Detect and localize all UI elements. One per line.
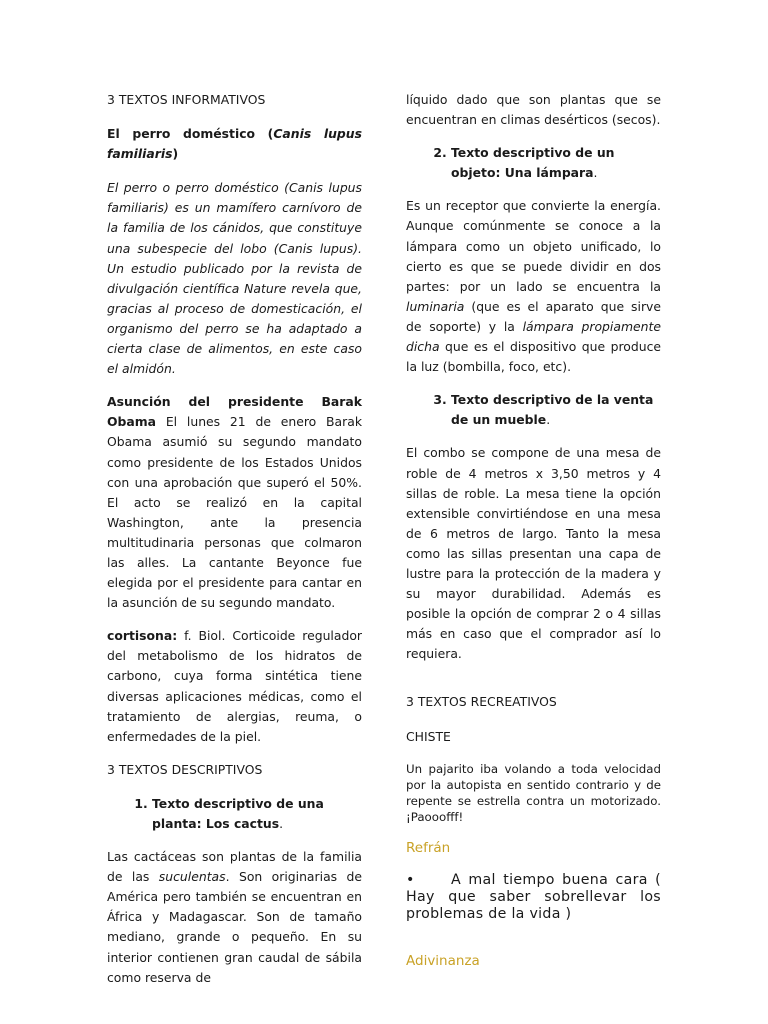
right-column [406, 90, 661, 985]
adivinanza-title: Adivinanza [406, 952, 480, 969]
obama-article-text: El lunes 21 de enero Barak Obama asumió su segundo mandato como presidente de los Estados Unidos con una aprobación que superó el 50%. El acto se realizó en la capital Washington, ante la presencia multitudinaria personas que colmaron las alles. La cantante Beyonce fue elegida por el presidente para cantar en la asunción de su segundo mandato. [107, 414, 362, 611]
section-title-recreativos: 3 TEXTOS RECREATIVOS [406, 694, 557, 710]
lamp-text-lampara: lámpara propiamente dicha [406, 318, 661, 355]
lamp-text [406, 196, 661, 377]
numbered-list-1 [107, 794, 362, 834]
list-item-mueble [451, 390, 661, 430]
dog-title-part-c: ) [172, 146, 179, 162]
obama-article-title: Asunción del presidente Barak Obama [107, 394, 362, 430]
lamp-text-a: Es un receptor que convierte la energía. Aunque comúnmente se conoce a la lámpara como un objeto unificado, lo cierto es que se puede dividir en dos partes: por un lado se encuentra la [406, 198, 661, 294]
section-title-informativos: 3 TEXTOS INFORMATIVOS [107, 92, 266, 107]
list-item-cactus [152, 794, 362, 834]
bullet-icon: • [406, 871, 415, 888]
cortisona-definition [107, 626, 362, 747]
dog-title-scientific-name: Canis lupus familiaris [107, 126, 362, 162]
cortisona-term: cortisona: [107, 628, 178, 644]
list-item-cactus-end: . [279, 816, 284, 831]
numbered-list-2 [406, 143, 661, 183]
cactus-text-italic: suculentas [158, 869, 226, 885]
dog-title-part-a: El perro doméstico ( [107, 126, 274, 142]
lamp-text-e: que es el dispositivo que produce la luz (bombilla, foco, etc). [406, 339, 661, 375]
list-item-cactus-label: Texto descriptivo de una planta: Los cactus [152, 795, 324, 831]
refran-title: Refrán [406, 839, 451, 856]
cactus-text [107, 847, 362, 988]
dog-article-text: El perro o perro doméstico (Canis lupus familiaris) es un mamífero carnívoro de la familia de los cánidos, que constituye una subespecie del lobo (Canis lupus). Un estudio publicado por la revista de divulgación científica Nature revela que, gracias al proceso de domesticación, el organismo del perro se ha adaptado a cierta clase de alimentos, en este caso el almidón. [107, 180, 362, 377]
list-item-lampara [451, 143, 661, 183]
cactus-text-continued: líquido dado que son plantas que se encuentran en climas desérticos (secos). [406, 92, 661, 128]
lamp-text-c: (que es el aparato que sirve de soporte) y la [406, 298, 661, 334]
mueble-text: El combo se compone de una mesa de roble de 4 metros x 3,50 metros y 4 sillas de roble. La mesa tiene la opción extensible convirtiéndose en una mesa de 6 metros de largo. Tanto la mesa como las sillas presentan una capa de lustre para la protección de la madera y su mayor durabilidad. Además es posible la opción de comprar 2 o 4 sillas más en caso que el comprador así lo requiera. [406, 445, 661, 662]
chiste-text: Un pajarito iba volando a toda velocidad por la autopista en sentido contrario y de repente se estrella contra un motorizado. ¡Paooofff! [406, 761, 661, 824]
cactus-text-a: Las cactáceas son plantas de la familia de las [107, 849, 362, 885]
left-column [107, 90, 362, 1001]
cactus-text-c: . Son originarias de América pero también se encuentran en África y Madagascar. Son de tamaño mediano, grande o pequeño. En su interior contienen gran caudal de sábila como reserva de [107, 869, 363, 985]
refran-item [406, 872, 661, 923]
dog-article-title [107, 124, 362, 164]
numbered-list-3 [406, 390, 661, 430]
list-item-mueble-end: . [546, 412, 551, 428]
obama-article [107, 392, 362, 613]
list-item-lampara-label: Texto descriptivo de un objeto: Una lámpara [451, 145, 615, 181]
chiste-title: CHISTE [406, 728, 451, 744]
refran-text: A mal tiempo buena cara ( Hay que saber sobrellevar los problemas de la vida ) [406, 871, 661, 922]
list-item-mueble-label: Texto descriptivo de la venta de un mueble [451, 392, 654, 428]
cortisona-text: f. Biol. Corticoide regulador del metabolismo de los hidratos de carbono, cuya forma sintética tiene diversas aplicaciones médicas, como el tratamiento de alergias, reuma, o enfermedades de la piel. [107, 628, 362, 744]
list-item-lampara-end: . [593, 165, 598, 181]
lamp-text-luminaria: luminaria [406, 298, 465, 314]
section-title-descriptivos: 3 TEXTOS DESCRIPTIVOS [107, 761, 263, 777]
